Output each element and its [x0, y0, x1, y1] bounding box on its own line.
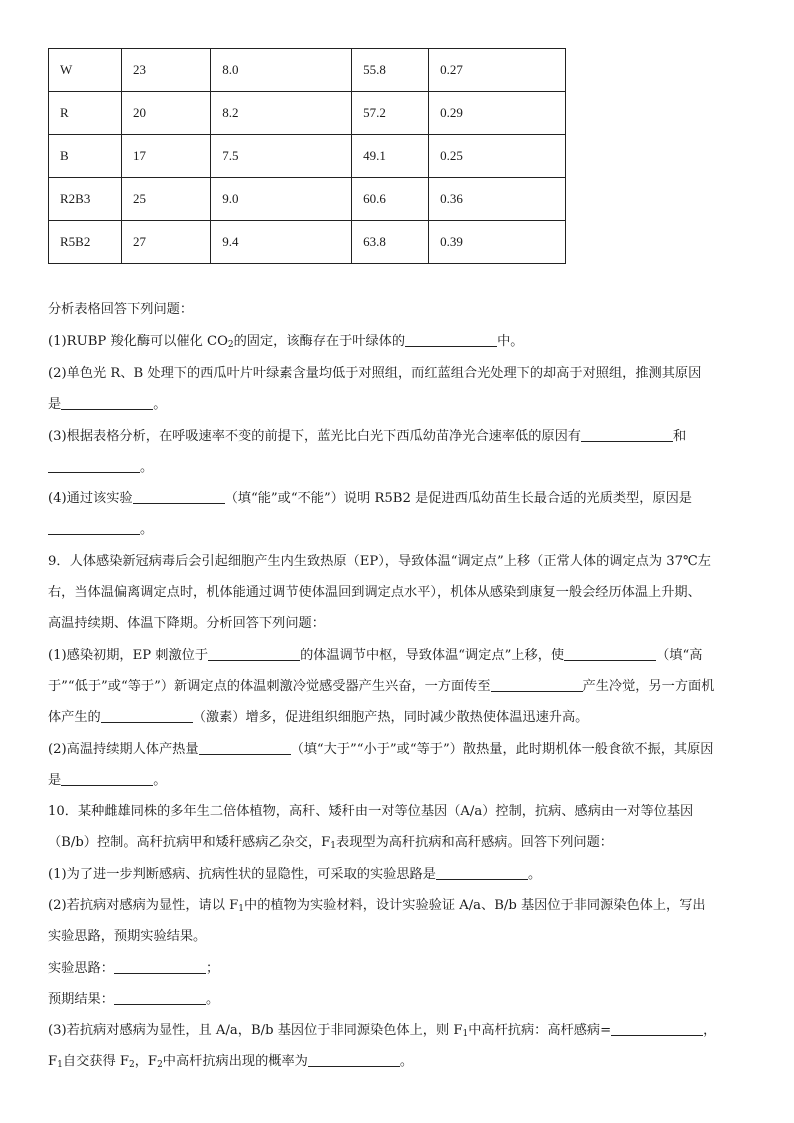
q8-part3-line2: 。	[48, 456, 153, 475]
q10-part2-line1: (2)若抗病对感病为显性，请以 $F_1$中的植物为实验材料，设计实验验证 A/a、B/b 基因位于非同源染色体上，写出	[48, 898, 706, 914]
q10-experiment-idea: 实验思路： ；	[48, 961, 220, 976]
table-cell: 57.2	[352, 92, 429, 135]
table-cell: 49.1	[352, 135, 429, 178]
table-cell: 63.8	[352, 221, 429, 264]
q8-part1: (1)RUBP 羧化酶可以催化 $CO_2$的固定，该酶存在于叶绿体的 中。	[48, 334, 524, 350]
q9-part1-line2: 于”“低于”或“等于”）新调定点的体温刺激冷觉感受器产生兴奋，一方面传至 产生冷觉，另一方面机	[48, 679, 715, 694]
table-cell: 17	[121, 135, 210, 178]
answer-blank[interactable]	[48, 520, 140, 535]
answer-blank[interactable]	[308, 1052, 400, 1067]
table-cell: W	[49, 49, 122, 92]
answer-blank[interactable]	[208, 646, 300, 661]
table-cell: 55.8	[352, 49, 429, 92]
table-cell: R5B2	[49, 221, 122, 264]
answer-blank[interactable]	[48, 458, 140, 473]
q8-part2-line1: (2)单色光 R、B 处理下的西瓜叶片叶绿素含量均低于对照组，而红蓝组合光处理下的却高于对照组，推测其原因	[48, 366, 702, 381]
table-row	[49, 221, 566, 264]
q9-part2-line2: 是 。	[48, 773, 167, 788]
q9-stem-line3: 高温持续期、体温下降期。分析回答下列问题：	[48, 616, 325, 631]
table-cell: 0.27	[429, 49, 566, 92]
table-cell: 60.6	[352, 178, 429, 221]
q9-part1-line3: 体产生的 （激素）增多，促进组织细胞产热，同时减少散热使体温迅速升高。	[48, 710, 589, 725]
table-cell: R2B3	[49, 178, 122, 221]
answer-blank[interactable]	[61, 395, 153, 410]
q10-stem-line2: （B/b）控制。高秆抗病甲和矮秆感病乙杂交，$F_1$表现型为高秆抗病和高秆感病。回答下列问题：	[48, 835, 613, 851]
answer-blank[interactable]	[114, 959, 206, 974]
table-cell: 0.39	[429, 221, 566, 264]
q10-part3-line1: (3)若抗病对感病为显性，且 A/a，B/b 基因位于非同源染色体上，则 $F_1$中高杆抗病：高杆感病= ，	[48, 1023, 717, 1039]
answer-blank[interactable]	[199, 740, 291, 755]
table-cell: 0.29	[429, 92, 566, 135]
table-cell: 25	[121, 178, 210, 221]
table-cell: 9.0	[211, 178, 352, 221]
table-row	[49, 135, 566, 178]
q10-part2-line2: 实验思路，预期实验结果。	[48, 929, 207, 944]
table-cell: 0.36	[429, 178, 566, 221]
data-table	[48, 48, 566, 264]
table-cell: 23	[121, 49, 210, 92]
q9-part2-line1: (2)高温持续期人体产热量 （填“大于”“小于”或“等于”）散热量，此时期机体一般食欲不振，其原因	[48, 742, 714, 757]
q8-part4-line1: (4)通过该实验 （填“能”或“不能”）说明 R5B2 是促进西瓜幼苗生长最合适的光质类型，原因是	[48, 491, 692, 506]
q9-stem-line1: 9．人体感染新冠病毒后会引起细胞产生内生致热原（EP），导致体温“调定点”上移（正常人体的调定点为 37℃左	[48, 554, 711, 569]
q8-part3-line1: (3)根据表格分析，在呼吸速率不变的前提下，蓝光比白光下西瓜幼苗净光合速率低的原因有 和	[48, 429, 687, 444]
answer-blank[interactable]	[114, 990, 206, 1005]
table-row	[49, 178, 566, 221]
table-cell: 0.25	[429, 135, 566, 178]
answer-blank[interactable]	[491, 677, 583, 692]
table-cell: 8.2	[211, 92, 352, 135]
answer-blank[interactable]	[101, 708, 193, 723]
q10-stem-line1: 10．某种雌雄同株的多年生二倍体植物，高秆、矮秆由一对等位基因（A/a）控制，抗病、感病由一对等位基因	[48, 804, 694, 819]
q8-part2-line2: 是 。	[48, 397, 167, 412]
q9-part1-line1: (1)感染初期，EP 刺激位于 的体温调节中枢，导致体温“调定点”上移，使 （填“高	[48, 648, 703, 663]
answer-blank[interactable]	[405, 332, 497, 347]
table-cell: 9.4	[211, 221, 352, 264]
table-row	[49, 92, 566, 135]
table-cell: 27	[121, 221, 210, 264]
q10-expected-result: 预期结果： 。	[48, 992, 220, 1007]
q9-stem-line2: 右，当体温偏离调定点时，机体能通过调节使体温回到调定点水平），机体从感染到康复一般会经历体温上升期、	[48, 585, 701, 600]
q8-part4-line2: 。	[48, 518, 153, 537]
table-cell: B	[49, 135, 122, 178]
table-row	[49, 49, 566, 92]
table-cell: R	[49, 92, 122, 135]
q8-intro: 分析表格回答下列问题：	[48, 302, 194, 317]
table-cell: 8.0	[211, 49, 352, 92]
answer-blank[interactable]	[564, 646, 656, 661]
answer-blank[interactable]	[581, 427, 673, 442]
answer-blank[interactable]	[61, 771, 153, 786]
q10-part3-line2: $F_1$自交获得 $F_2$，$F_2$中高杆抗病出现的概率为 。	[48, 1054, 414, 1070]
answer-blank[interactable]	[436, 865, 528, 880]
table-cell: 7.5	[211, 135, 352, 178]
answer-blank[interactable]	[611, 1021, 703, 1036]
table-cell: 20	[121, 92, 210, 135]
answer-blank[interactable]	[133, 489, 225, 504]
q10-part1: (1)为了进一步判断感病、抗病性状的显隐性，可采取的实验思路是 。	[48, 867, 542, 882]
